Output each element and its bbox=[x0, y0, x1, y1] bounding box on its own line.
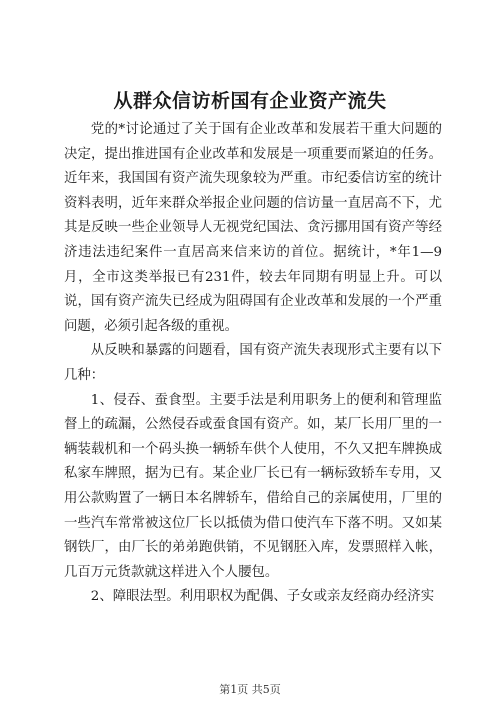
document-title: 从群众信访析国有企业资产流失 bbox=[113, 90, 387, 112]
paragraph-type-1: 1、侵吞、蚕食型。主要手法是利用职务上的便利和管理监督上的疏漏，公然侵吞或蚕食国有资产。如，某厂长用厂里的一辆装载机和一个码头换一辆轿车供个人使用，不久又把车牌换成私家车牌照，据为已有。某企业厂长已有一辆标致轿车专用，又用公款购置了一辆日本名牌轿车，借给自己的亲属使用，厂里的一些汽车常常被这位厂长以抵债为借口使汽车下落不明。又如某钢铁厂，由厂长的弟弟跑供销，不见钢胚入库，发票照样入帐，几百万元货款就这样进入个人腰包。 bbox=[64, 392, 442, 580]
page-footer: 第1页 共5页 bbox=[219, 683, 281, 696]
paragraph-type-2: 2、障眼法型。利用职权为配偶、子女或亲友经商办经济实 bbox=[90, 589, 435, 605]
paragraph-forms: 从反映和暴露的问题看，国有资产流失表现形式主要有以下几种： bbox=[64, 343, 442, 383]
paragraph-intro: 党的*讨论通过了关于国有企业改革和发展若干重大问题的决定，提出推进国有企业改革和发展是一项重要而紧迫的任务。近年来，我国国有资产流失现象较为严重。市纪委信访室的统计资料表明，近年来群众举报企业问题的信访量一直居高不下，尤其是反映一些企业领导人无视党纪国法、贪污挪用国有资产等经济违法违纪案件一直居高来信来访的首位。据统计，*年1—9月，全市这类举报已有231件，较去年同期有明显上升。可以说，国有资产流失已经成为阻碍国有企业改革和发展的一个严重问题，必须引起各级的重视。 bbox=[64, 122, 442, 334]
document-body bbox=[64, 118, 442, 610]
